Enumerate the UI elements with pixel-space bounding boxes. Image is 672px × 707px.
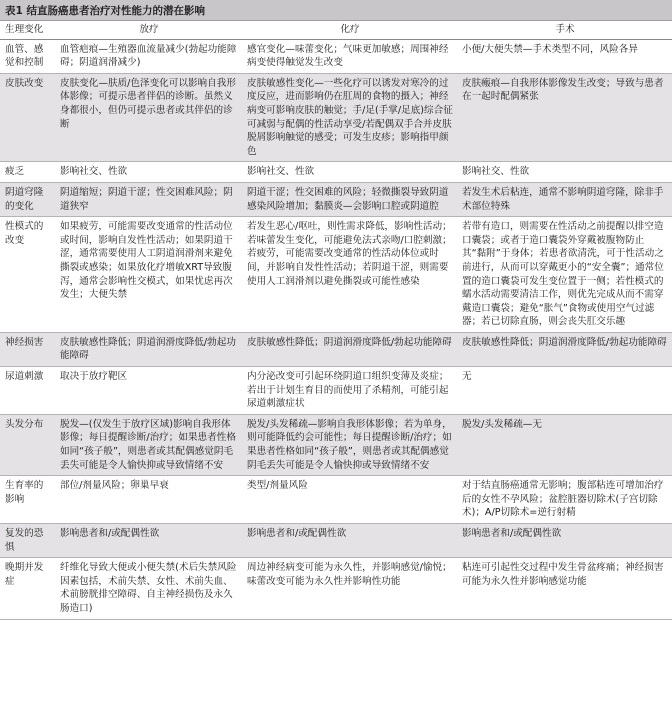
row-label: 性模式的改变 (0, 217, 55, 333)
table-row (0, 476, 672, 524)
cell-radiotherapy: 血管疤痕—生殖器血流量减少(勃起功能障碍；阴道润滑减少) (55, 39, 242, 73)
cell-radiotherapy: 脱发—(仅发生于放疗区域)影响自我形体影像；每日提醒诊断/治疗；如果患者性格如同“孩子般”，则患者或其配偶感觉阴毛丢失可能是令人愉快抑或导致情绪不安 (55, 414, 242, 475)
cell-radiotherapy: 皮肤敏感性降低；阴道润滑度降低/勃起功能障碍 (55, 332, 242, 366)
row-label: 血管、感觉和控制 (0, 39, 55, 73)
row-label: 晚期并发症 (0, 558, 55, 619)
cell-surgery: 若带有造口，则需要在性活动之前提醒以排空造口囊袋；或者于造口囊袋外穿戴被腹物防止其“黏附”于身体；若患者欲清洗，可于性活动之前进行，从而可以穿戴更小的“安全囊”；通常位置的造口囊袋可发生变位置于一侧；若性模式的蠕水活动需要清洁工作，则优先完成从而不需穿戴造口囊袋；避免“胀气”食物或使用空气过滤器；若已切除直肠，则会丧失肛交乐趣 (457, 217, 672, 333)
table-header-row (0, 21, 672, 39)
cell-radiotherapy: 皮肤变化—肤质/色泽变化可以影响自我形体影像；可提示患者伴侣的诊断。虽然义身都很小，但仍可提示患者或其伴侣的诊断 (55, 73, 242, 162)
cell-surgery: 若发生术后粘连，通常不影响阴道穹隆，除非手术部位特殊 (457, 182, 672, 216)
table-row (0, 414, 672, 475)
row-label: 头发分布 (0, 414, 55, 475)
row-label: 皮肤改变 (0, 73, 55, 162)
cell-chemotherapy: 周边神经病变可能为永久性，并影响感觉/愉悦；味蕾改变可能为永久性并影响性功能 (242, 558, 457, 619)
table-body (0, 39, 672, 619)
cell-chemotherapy: 皮肤敏感性降低；阴道润滑度降低/勃起功能障碍 (242, 332, 457, 366)
header-chemotherapy: 化疗 (242, 21, 457, 39)
row-label: 尿道刺激 (0, 367, 55, 415)
row-label: 阴道穹隆的变化 (0, 182, 55, 216)
header-radiotherapy: 放疗 (55, 21, 242, 39)
table-row (0, 162, 672, 183)
row-label: 复发的恐惧 (0, 524, 55, 558)
cell-chemotherapy: 类型/剂量风险 (242, 476, 457, 524)
cell-surgery: 粘连可引起性交过程中发生骨盆疼痛；神经损害可能为永久性并影响感觉功能 (457, 558, 672, 619)
cell-surgery: 皮肤敏感性降低；阴道润滑度降低/勃起功能障碍 (457, 332, 672, 366)
row-label: 疲乏 (0, 162, 55, 183)
cell-radiotherapy: 取决于放疗靶区 (55, 367, 242, 415)
table-row (0, 39, 672, 73)
cell-radiotherapy: 影响社交、性欲 (55, 162, 242, 183)
cell-radiotherapy: 影响患者和/或配偶性欲 (55, 524, 242, 558)
cell-surgery: 皮肤瘢痕—自我形体影像发生改变；导致与患者在一起时配偶紧张 (457, 73, 672, 162)
cell-surgery: 影响社交、性欲 (457, 162, 672, 183)
header-surgery: 手术 (457, 21, 672, 39)
table-row (0, 367, 672, 415)
table-row (0, 332, 672, 366)
cell-chemotherapy: 影响患者和/或配偶性欲 (242, 524, 457, 558)
cell-surgery: 对于结直肠癌通常无影响；腹部粘连可增加治疗后的女性不孕风险；盆腔脏器切除术(子宫切除术)；A/P切除术=逆行射精 (457, 476, 672, 524)
cell-surgery: 脱发/头发稀疏—无 (457, 414, 672, 475)
table-row (0, 524, 672, 558)
cell-chemotherapy: 内分泌改变可引起环绕阴道口组织变薄及炎症；若出于计划生育目的而使用了杀精剂，可能引起尿道刺激症状 (242, 367, 457, 415)
row-label: 神经损害 (0, 332, 55, 366)
table-title: 表1 结直肠癌患者治疗对性能力的潜在影响 (0, 0, 672, 21)
header-physiological-change: 生理变化 (0, 21, 55, 39)
cell-chemotherapy: 影响社交、性欲 (242, 162, 457, 183)
impact-table (0, 21, 672, 620)
cell-surgery: 无 (457, 367, 672, 415)
table-row (0, 558, 672, 619)
row-label: 生育率的影响 (0, 476, 55, 524)
cell-surgery: 影响患者和/或配偶性欲 (457, 524, 672, 558)
table-row (0, 73, 672, 162)
cell-radiotherapy: 部位/剂量风险；卵巢早衰 (55, 476, 242, 524)
table-row (0, 217, 672, 333)
cell-radiotherapy: 如果疲劳，可能需要改变通常的性活动位或时间，影响自发性性活动；如果阴道干涩，通常需要使用人工阴道润滑剂来避免撕裂或感染；如果放化疗增敏XRT导致腹泻，通常会影响性交模式，如果忧虑再次发生；大便失禁 (55, 217, 242, 333)
cell-chemotherapy: 皮肤敏感性变化—一些化疗可以诱发对寒冷的过度反应，进而影响仍在肛周的食物的摄入；神经病变可影响皮肤的触觉；手/足(手掌/足底)综合征可减弱与配偶的性活动享受/若配偶双手合并皮肤脱屑影响触觉的感受；可发生皮疹；影响指甲颜色 (242, 73, 457, 162)
cell-radiotherapy: 纤维化导致大便或小便失禁(术后失禁风险因素包括，术前失禁、女性、术前失血、术前膀胱排空障碍、自主神经损伤及永久肠造口) (55, 558, 242, 619)
table-row (0, 182, 672, 216)
cell-chemotherapy: 感官变化—味蕾变化；气味更加敏感；周围神经病变使得触觉发生改变 (242, 39, 457, 73)
cell-surgery: 小便/大便失禁—手术类型不同，风险各异 (457, 39, 672, 73)
cell-chemotherapy: 若发生恶心/呕吐，则性需求降低，影响性活动；若味蕾发生变化，可能避免法式亲吻/口腔刺激；若疲劳，可能需要改变通常的性活动体位或时间，并影响自发性性活动；若阴道干涩，则需要使用人工润滑剂以避免撕裂或可能性感染 (242, 217, 457, 333)
cell-chemotherapy: 脱发/头发稀疏—影响自我形体影像；若为单身，则可能降低约会可能性；每日提醒诊断/治疗；如果患者性格如同“孩子般”，则患者或其配偶感觉阴毛丢失可能是令人愉快抑或导致情绪不安 (242, 414, 457, 475)
cell-chemotherapy: 阴道干涩；性交困难的风险；轻微撕裂导致阴道感染风险增加；黏膜炎—会影响口腔或阴道腔 (242, 182, 457, 216)
cell-radiotherapy: 阴道缩短；阴道干涩；性交困难风险；阴道狭窄 (55, 182, 242, 216)
